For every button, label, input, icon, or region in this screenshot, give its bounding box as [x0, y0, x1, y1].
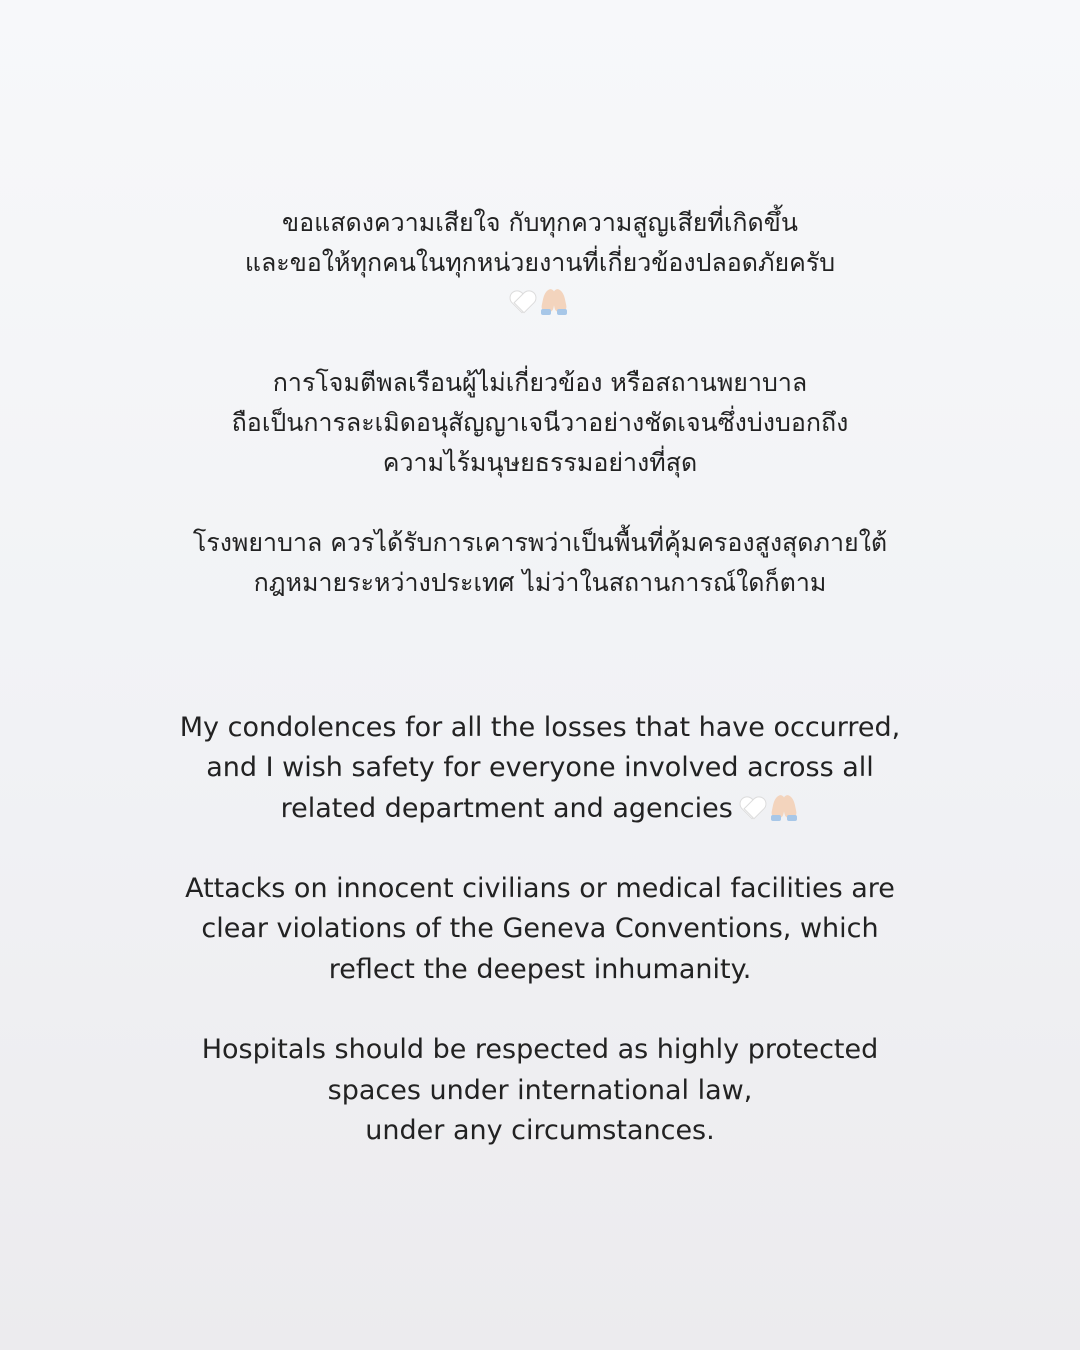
white-heart-icon: [741, 798, 765, 820]
folded-hands-icon: [539, 289, 569, 315]
thai-p3-line1: โรงพยาบาล ควรได้รับการเคารพว่าเป็นพื้นที่คุ้มครองสูงสุดภายใต้: [192, 528, 888, 557]
thai-p3-line2: กฎหมายระหว่างประเทศ ไม่ว่าในสถานการณ์ใดก็ตาม: [253, 568, 827, 597]
english-p2-line3: reflect the deepest inhumanity.: [328, 953, 752, 985]
folded-hands-icon: [769, 795, 799, 821]
english-p3-line2: spaces under international law,: [327, 1074, 753, 1106]
thai-p2-line2: ถือเป็นการละเมิดอนุสัญญาเจนีวาอย่างชัดเจนซึ่งบ่งบอกถึง: [231, 408, 849, 437]
english-p2-line1: Attacks on innocent civilians or medical facilities are: [185, 873, 895, 905]
english-p2-line2: clear violations of the Geneva Conventions, which: [201, 913, 879, 945]
white-heart-icon: [511, 292, 535, 314]
english-p1-line2: and I wish safety for everyone involved across all: [206, 752, 874, 784]
english-statement: [0, 708, 1080, 1151]
english-p1-line3: related department and agencies: [280, 792, 733, 824]
thai-emoji-line: [0, 283, 1080, 323]
thai-statement: [0, 203, 1080, 603]
paragraph-gap: [0, 323, 1080, 363]
thai-p1-line1: ขอแสดงความเสียใจ กับทุกความสูญเสียที่เกิดขึ้น: [282, 208, 798, 237]
english-p3-line1: Hospitals should be respected as highly protected: [201, 1034, 879, 1066]
thai-p2-line1: การโจมตีพลเรือนผู้ไม่เกี่ยวข้อง หรือสถานพยาบาล: [272, 368, 808, 397]
english-p3-line3: under any circumstances.: [365, 1114, 715, 1146]
paragraph-gap: [0, 829, 1080, 869]
thai-p2-line3: ความไร้มนุษยธรรมอย่างที่สุด: [382, 448, 698, 477]
english-p1-line1: My condolences for all the losses that have occurred,: [179, 712, 901, 743]
paragraph-gap: [0, 483, 1080, 523]
english-p1-line3-wrap: [0, 789, 1080, 829]
thai-p1-line2: และขอให้ทุกคนในทุกหน่วยงานที่เกี่ยวข้องปลอดภัยครับ: [244, 248, 836, 277]
paragraph-gap: [0, 990, 1080, 1030]
